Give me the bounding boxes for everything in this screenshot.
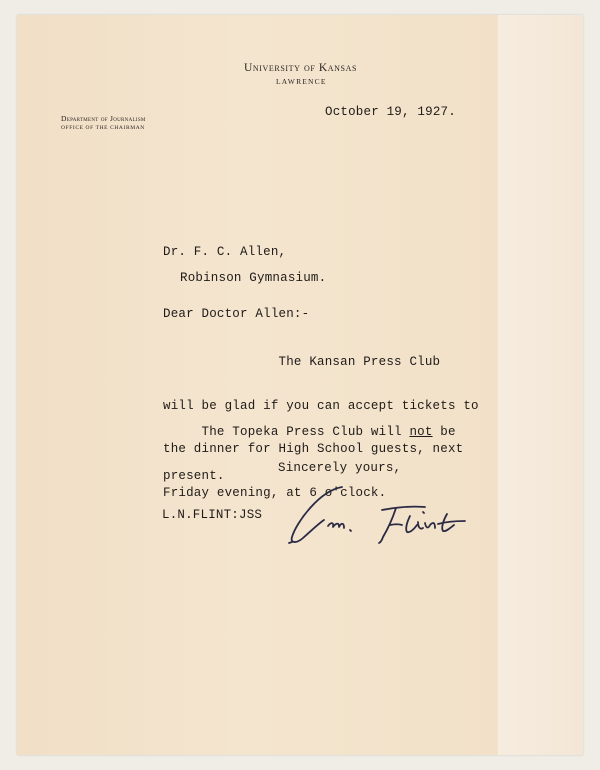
closing: Sincerely yours, (278, 461, 402, 475)
body-line: the dinner for High School guests, next (163, 442, 464, 456)
signature (284, 480, 480, 550)
body-line: Friday evening, at 6 o'clock. (163, 485, 387, 500)
letterhead-city: LAWRENCE (276, 77, 327, 86)
body-text: The Topeka Press Club will (163, 425, 410, 439)
body-line: will be glad if you can accept tickets to (163, 398, 479, 413)
letter-date: October 19, 1927. (325, 105, 456, 119)
recipient-location: Robinson Gymnasium. (180, 271, 327, 285)
body-line: present. (163, 468, 225, 483)
body-line (163, 425, 456, 440)
letterhead-office: OFFICE OF THE CHAIRMAN (61, 125, 145, 131)
salutation: Dear Doctor Allen:- (163, 307, 310, 321)
letterhead-university: University of Kansas (244, 62, 358, 74)
paper-edge-shading (498, 15, 583, 755)
underlined-word: not (409, 425, 433, 439)
body-text: be (432, 425, 456, 439)
reference-initials: L.N.FLINT:JSS (162, 508, 263, 522)
recipient-name: Dr. F. C. Allen, (163, 245, 287, 259)
letterhead-department: Department of Journalism (61, 114, 146, 123)
body-line: The Kansan Press Club (163, 355, 441, 369)
